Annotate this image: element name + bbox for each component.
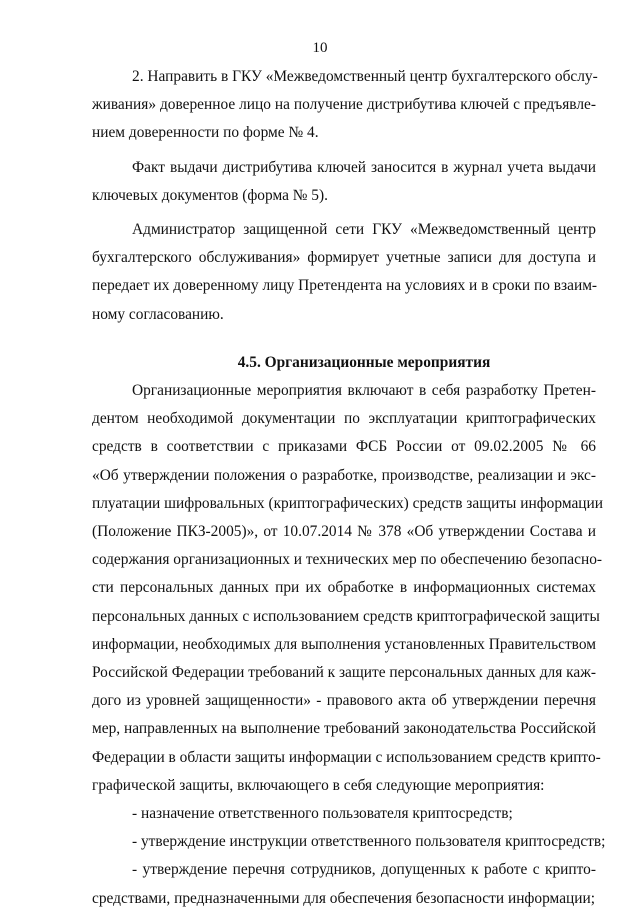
document-body [92,63,606,913]
text-line: Факт выдачи дистрибутива ключей заносится в журнал учета выдачи [132,158,596,176]
text-line: персональных данных с использованием средств криптографической защиты [92,607,600,625]
text-line: плуатации шифровальных (криптографических) средств защиты информации [92,494,603,512]
list-item: - назначение ответственного пользователя криптосредств; [132,805,513,823]
section-heading: 4.5. Организационные мероприятия [237,353,491,371]
text-line: ному согласованию. [92,305,224,323]
paragraph-network-administrator [92,216,596,329]
page-number: 10 [312,40,328,56]
list-item-employees [92,856,596,912]
list-item: - утверждение инструкции ответственного пользователя криптосредств; [132,833,606,851]
text-line: мер, направленных на выполнение требований законодательства Российской [92,720,596,738]
text-line: средствами, предназначенными для обеспечения безопасности информации; [92,889,596,907]
text-line: живания» доверенное лицо на получение дистрибутива ключей с предъявле- [92,96,596,114]
text-line: бухгалтерского обслуживания» формирует учетные записи для доступа и [92,249,596,267]
text-line: дентом необходимой документации по эксплуатации криптографических [92,410,596,428]
paragraph-organizational-measures [92,377,603,800]
text-line: Организационные мероприятия включают в себя разработку Претен- [132,382,596,400]
paragraph-send-representative [92,63,596,148]
text-line: информации, необходимых для выполнения установленных Правительством [92,635,596,653]
text-line: ключевых документов (форма № 5). [92,186,328,204]
text-line: средств в соответствии с приказами ФСБ России от 09.02.2005 № 66 [92,438,596,456]
text-line: сти персональных данных при их обработке в информационных системах [92,579,596,597]
text-line: нием доверенности по форме № 4. [92,124,319,142]
text-line: 2. Направить в ГКУ «Межведомственный центр бухгалтерского обслу- [132,68,598,85]
text-line: дого из уровней защищенности» - правового акта об утверждении перечня [92,692,596,710]
text-line: Российской Федерации требований к защите персональных данных для каж- [92,664,596,682]
text-line: Федерации в области защиты информации с использованием средств крипто- [92,748,601,766]
text-line: содержания организационных и технических мер по обеспечению безопасно- [92,551,603,569]
text-line: графической защиты, включающего в себя следующие мероприятия: [92,776,545,794]
paragraph-key-issuance-fact [92,154,596,210]
text-line: (Положение ПКЗ-2005)», от 10.07.2014 № 378 «Об утверждении Состава и [92,523,596,541]
text-line: «Об утверждении положения о разработке, производстве, реализации и экс- [92,466,596,484]
text-line: Администратор защищенной сети ГКУ «Межведомственный центр [132,221,596,239]
text-line: - утверждение перечня сотрудников, допущенных к работе с крипто- [132,861,596,879]
measures-list [92,800,606,856]
text-line: передает их доверенному лицу Претендента на условиях и в сроки по взаим- [92,277,598,295]
